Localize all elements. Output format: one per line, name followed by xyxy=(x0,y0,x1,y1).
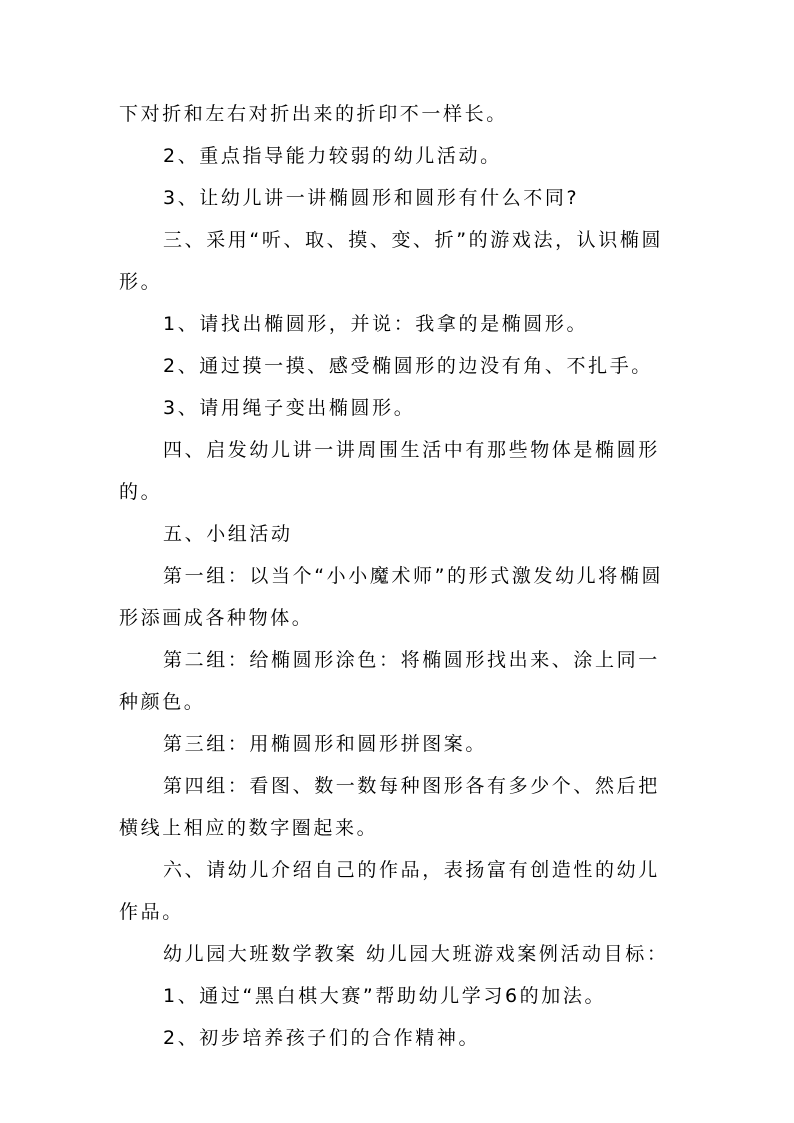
paragraph-group-four: 第四组：看图、数一数每种图形各有多少个、然后把横线上相应的数字圈起来。 xyxy=(119,775,660,839)
paragraph-touch-ellipse: 2、通过摸一摸、感受椭圆形的边没有角、不扎手。 xyxy=(163,355,653,377)
paragraph-section-five: 五、小组活动 xyxy=(163,523,293,545)
paragraph-group-three: 第三组：用椭圆形和圆形拼图案。 xyxy=(163,733,488,755)
paragraph-guide-weak-children: 2、重点指导能力较弱的幼儿活动。 xyxy=(163,145,502,167)
document-body xyxy=(119,93,679,1059)
paragraph-section-six: 六、请幼儿介绍自己的作品，表扬富有创造性的幼儿作品。 xyxy=(119,859,660,923)
paragraph-group-two: 第二组：给椭圆形涂色：将椭圆形找出来、涂上同一种颜色。 xyxy=(119,649,660,713)
paragraph-section-four: 四、启发幼儿讲一讲周围生活中有那些物体是椭圆形的。 xyxy=(119,439,660,503)
paragraph-lesson-heading: 幼儿园大班数学教案 幼儿园大班游戏案例活动目标： xyxy=(163,943,669,965)
paragraph-section-three: 三、采用“听、取、摸、变、折”的游戏法，认识椭圆形。 xyxy=(119,229,664,293)
paragraph-compare-shapes: 3、让幼儿讲一讲椭圆形和圆形有什么不同? xyxy=(163,187,580,209)
paragraph-goal-two: 2、初步培养孩子们的合作精神。 xyxy=(163,1027,481,1049)
paragraph-find-ellipse: 1、请找出椭圆形，并说：我拿的是椭圆形。 xyxy=(163,313,589,335)
paragraph-continuation: 下对折和左右对折出来的折印不一样长。 xyxy=(119,103,508,125)
paragraph-group-one: 第一组：以当个“小小魔术师”的形式激发幼儿将椭圆形添画成各种物体。 xyxy=(119,565,664,629)
paragraph-rope-ellipse: 3、请用绳子变出椭圆形。 xyxy=(163,397,416,419)
paragraph-goal-one: 1、通过“黑白棋大赛”帮助幼儿学习6的加法。 xyxy=(163,985,607,1007)
